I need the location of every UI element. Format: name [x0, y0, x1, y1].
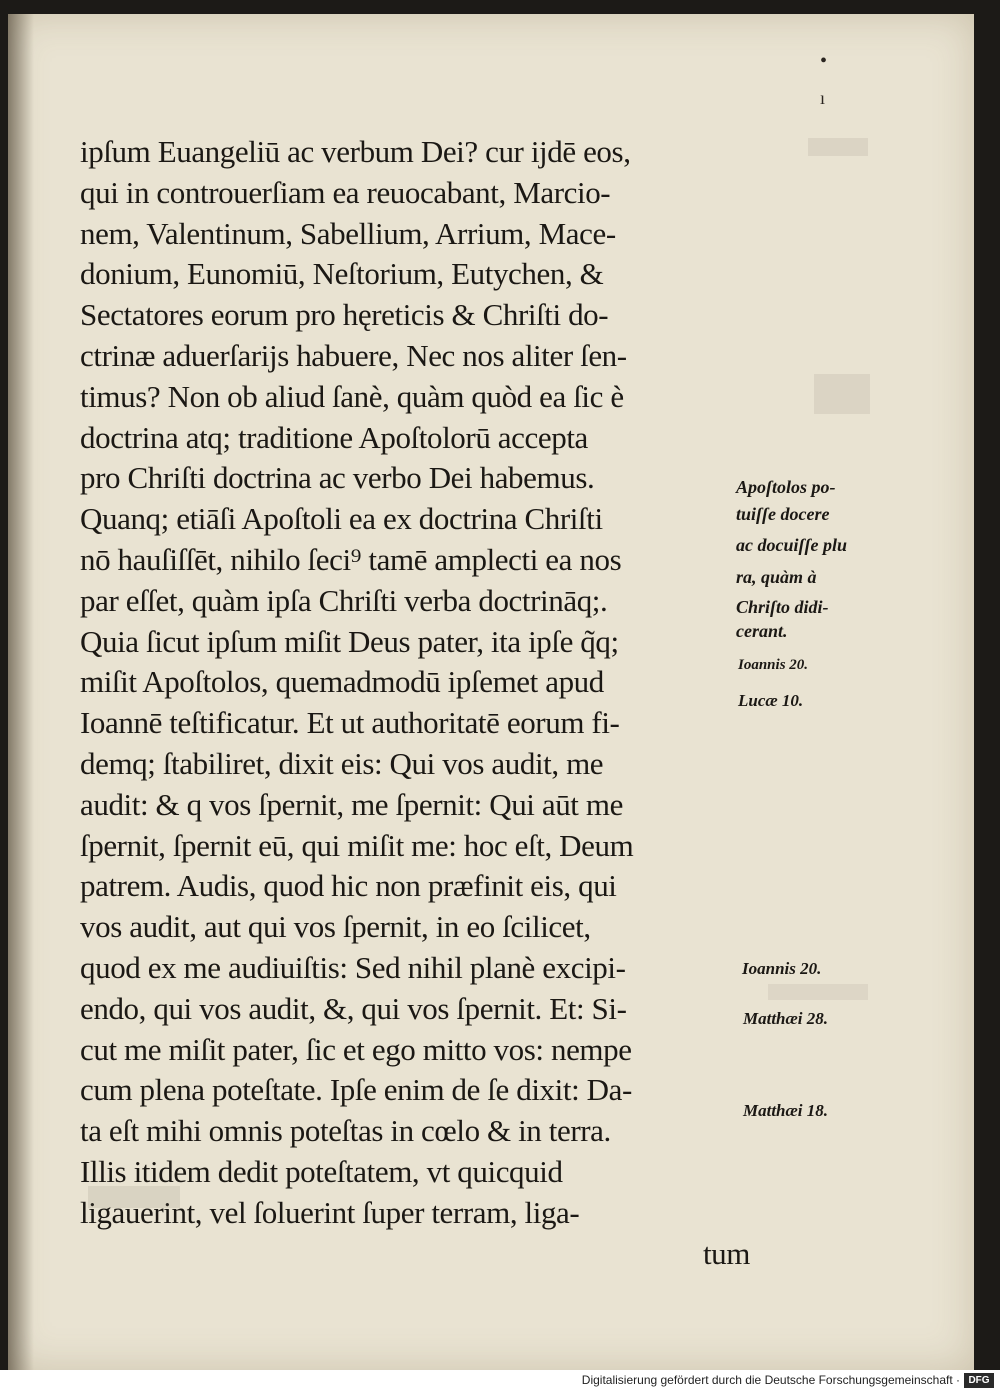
text-line: cum plena poteſtate. Ipſe enim de ſe dixit: Da- — [80, 1072, 632, 1108]
text-line: demq; ſtabiliret, dixit eis: Qui vos audit, me — [80, 745, 604, 781]
text-line: par eſſet, quàm ipſa Chriſti verba doctrināq;. — [80, 582, 608, 618]
page-signature-mark: ı — [820, 88, 826, 108]
text-line: Ioannē teſtificatur. Et ut authoritatē eorum fi- — [80, 705, 620, 741]
catchword: tum — [702, 1235, 750, 1271]
text-line: ſpernit, ſpernit eū, qui miſit me: hoc eſt, Deum — [80, 827, 634, 863]
text-line: timus? Non ob aliud ſanè, quàm quòd ea ſic è — [80, 378, 624, 414]
text-line: Quia ſicut ipſum miſit Deus pater, ita ipſe q̃q; — [80, 623, 619, 659]
text-line: audit: & q vos ſpernit, me ſpernit: Qui aūt me — [80, 786, 623, 822]
text-line: endo, qui vos audit, &, qui vos ſpernit. Et: Si- — [80, 990, 627, 1026]
text-line: ta eſt mihi omnis poteſtas in cœlo & in terra. — [80, 1113, 611, 1149]
dfg-logo: DFG — [964, 1373, 994, 1388]
margin-reference: Ioannis 20. — [742, 959, 822, 978]
text-line: quod ex me audiuiſtis: Sed nihil planè excipi- — [80, 949, 626, 985]
book-page — [8, 14, 974, 1370]
text-line: qui in controuerſiam ea reuocabant, Marcio- — [80, 174, 611, 210]
text-line: doctrina atq; traditione Apoſtolorū accepta — [80, 419, 588, 455]
text-line: nō hauſiſſēt, nihilo ſeci⁹ tamē amplecti ea nos — [80, 541, 622, 577]
text-line: ctrinæ aduerſarijs habuere, Nec nos aliter ſen- — [80, 337, 627, 373]
text-line: ligauerint, vel ſoluerint ſuper terram, liga- — [80, 1194, 580, 1230]
text-line: Sectatores eorum pro hęreticis & Chriſti do- — [80, 297, 609, 333]
gloss-line: cerant. — [736, 621, 788, 641]
text-line: Quanq; etiāſi Apoſtoli ea ex doctrina Chriſti — [80, 501, 603, 537]
margin-reference: Ioannis 20. — [738, 657, 809, 673]
margin-reference: Matthæi 18. — [743, 1101, 829, 1120]
bleed-through-smudge — [808, 138, 868, 156]
text-line: donium, Eunomiū, Neſtorium, Eutychen, & — [80, 256, 604, 292]
digitization-footer — [0, 1370, 1000, 1392]
page-dot-mark: • — [820, 50, 828, 72]
gloss-line: Apoſtolos po- — [736, 477, 836, 497]
text-line: ipſum Euangeliū ac verbum Dei? cur ijdē eos, — [80, 134, 631, 169]
text-line: patrem. Audis, quod hic non præfinit eis, qui — [80, 868, 617, 904]
gloss-line: ra, quàm à — [736, 567, 817, 587]
bleed-through-smudge — [768, 984, 868, 1000]
bleed-through-smudge — [88, 1186, 180, 1208]
margin-reference: Matthæi 28. — [743, 1009, 829, 1028]
text-line: miſit Apoſtolos, quemadmodū ipſemet apud — [80, 664, 604, 700]
gloss-line: tuiſſe docere — [736, 504, 830, 524]
text-line: cut me miſit pater, ſic et ego mitto vos: nempe — [80, 1031, 632, 1067]
margin-reference: Lucæ 10. — [738, 691, 804, 710]
text-line: pro Chriſti doctrina ac verbo Dei habemus. — [80, 460, 595, 496]
text-line: nem, Valentinum, Sabellium, Arrium, Mace- — [80, 215, 616, 251]
bleed-through-smudge — [814, 374, 870, 414]
margin-gloss — [736, 476, 847, 642]
gloss-line: Chriſto didi- — [736, 597, 829, 617]
text-line: vos audit, aut qui vos ſpernit, in eo ſcilicet, — [80, 909, 591, 945]
gloss-line: ac docuiſſe plu — [736, 535, 847, 555]
funding-notice: Digitalisierung gefördert durch die Deutsche Forschungsgemeinschaft · — [581, 1373, 960, 1387]
main-text-block — [80, 132, 750, 1274]
text-line: Illis itidem dedit poteſtatem, vt quicquid — [80, 1153, 563, 1189]
